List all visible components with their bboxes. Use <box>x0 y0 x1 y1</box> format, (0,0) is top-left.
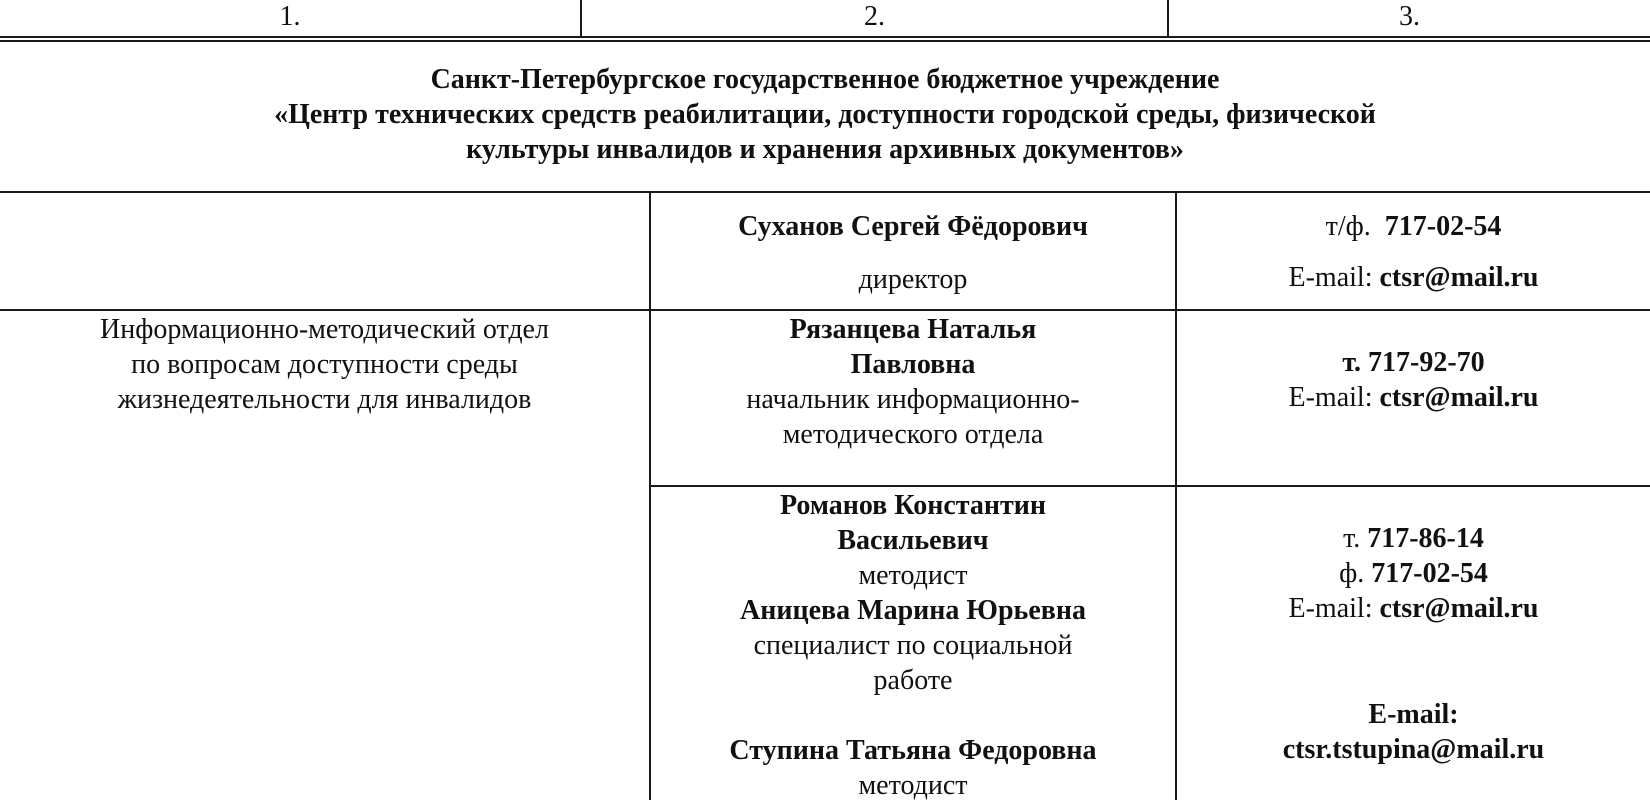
staff-3-name: Ступина Татьяна Федоровна <box>729 735 1097 766</box>
organization-line-3: культуры инвалидов и хранения архивных документов» <box>466 134 1184 165</box>
director-email-link[interactable]: ctsr@mail.ru <box>1379 262 1539 293</box>
director-name: Суханов Сергей Фёдорович <box>738 211 1088 242</box>
director-email <box>1177 260 1650 295</box>
column-number-1: 1. <box>0 0 582 36</box>
head-name-line-1: Рязанцева Наталья <box>789 314 1037 345</box>
organization-line-2: «Центр технических средств реабилитации, доступности городской среды, физической <box>274 99 1376 130</box>
director-position: директор <box>858 264 968 295</box>
staff-email-prefix: E-mail: <box>1288 593 1373 624</box>
director-email-prefix: E-mail: <box>1288 262 1373 293</box>
column-number-3: 3. <box>1399 1 1420 32</box>
organization-line-1: Санкт-Петербургское государственное бюджетное учреждение <box>430 64 1220 95</box>
head-phone: т. 717-92-70 <box>1342 347 1485 378</box>
head-name-line-2: Павловна <box>850 349 976 380</box>
staff-phone-number: 717-86-14 <box>1367 523 1484 554</box>
staff-2-name: Аницева Марина Юрьевна <box>739 595 1087 626</box>
staff-2-position-line-2: работе <box>873 665 953 696</box>
staff-2-position-line-1: специалист по социальной <box>753 630 1073 661</box>
organization-title <box>0 62 1650 167</box>
staff-1-name-line-2: Васильевич <box>837 525 989 556</box>
staff-email2-label: E-mail: <box>1368 699 1459 730</box>
staff-1-position: методист <box>858 560 968 591</box>
head-position-line-1: начальник информационно- <box>746 384 1080 415</box>
department-line-3: жизнедеятельности для инвалидов <box>117 384 532 415</box>
staff-fax-number: 717-02-54 <box>1371 558 1488 589</box>
director-phone-number: 717-02-54 <box>1384 211 1502 242</box>
staff-phone-prefix: т. <box>1343 523 1361 554</box>
row-divider-1 <box>0 309 1650 311</box>
staff-1-name-line-1: Романов Константин <box>779 490 1047 521</box>
staff-email2-link[interactable]: ctsr.tstupina@mail.ru <box>1282 734 1545 765</box>
department-line-2: по вопросам доступности среды <box>131 349 518 380</box>
column-number-row <box>0 0 1650 38</box>
head-email-prefix: E-mail: <box>1288 382 1373 413</box>
director-phone <box>1177 209 1650 244</box>
staff-fax-prefix: ф. <box>1339 558 1365 589</box>
table-top-rule <box>0 191 1650 193</box>
director-phone-prefix: т/ф. <box>1325 211 1371 242</box>
header-double-rule <box>0 40 1650 42</box>
staff-email-link[interactable]: ctsr@mail.ru <box>1379 593 1539 624</box>
row-divider-2 <box>650 485 1650 487</box>
staff-email <box>1177 591 1650 626</box>
staff-3-position: методист <box>858 770 968 801</box>
head-email-link[interactable]: ctsr@mail.ru <box>1379 382 1539 413</box>
staff-fax <box>1177 556 1650 591</box>
staff-phone <box>1177 521 1650 556</box>
head-email <box>1177 380 1650 415</box>
department-line-1: Информационно-методический отдел <box>100 314 549 345</box>
head-position-line-2: методического отдела <box>782 419 1044 450</box>
column-number-2: 2. <box>582 0 1169 36</box>
